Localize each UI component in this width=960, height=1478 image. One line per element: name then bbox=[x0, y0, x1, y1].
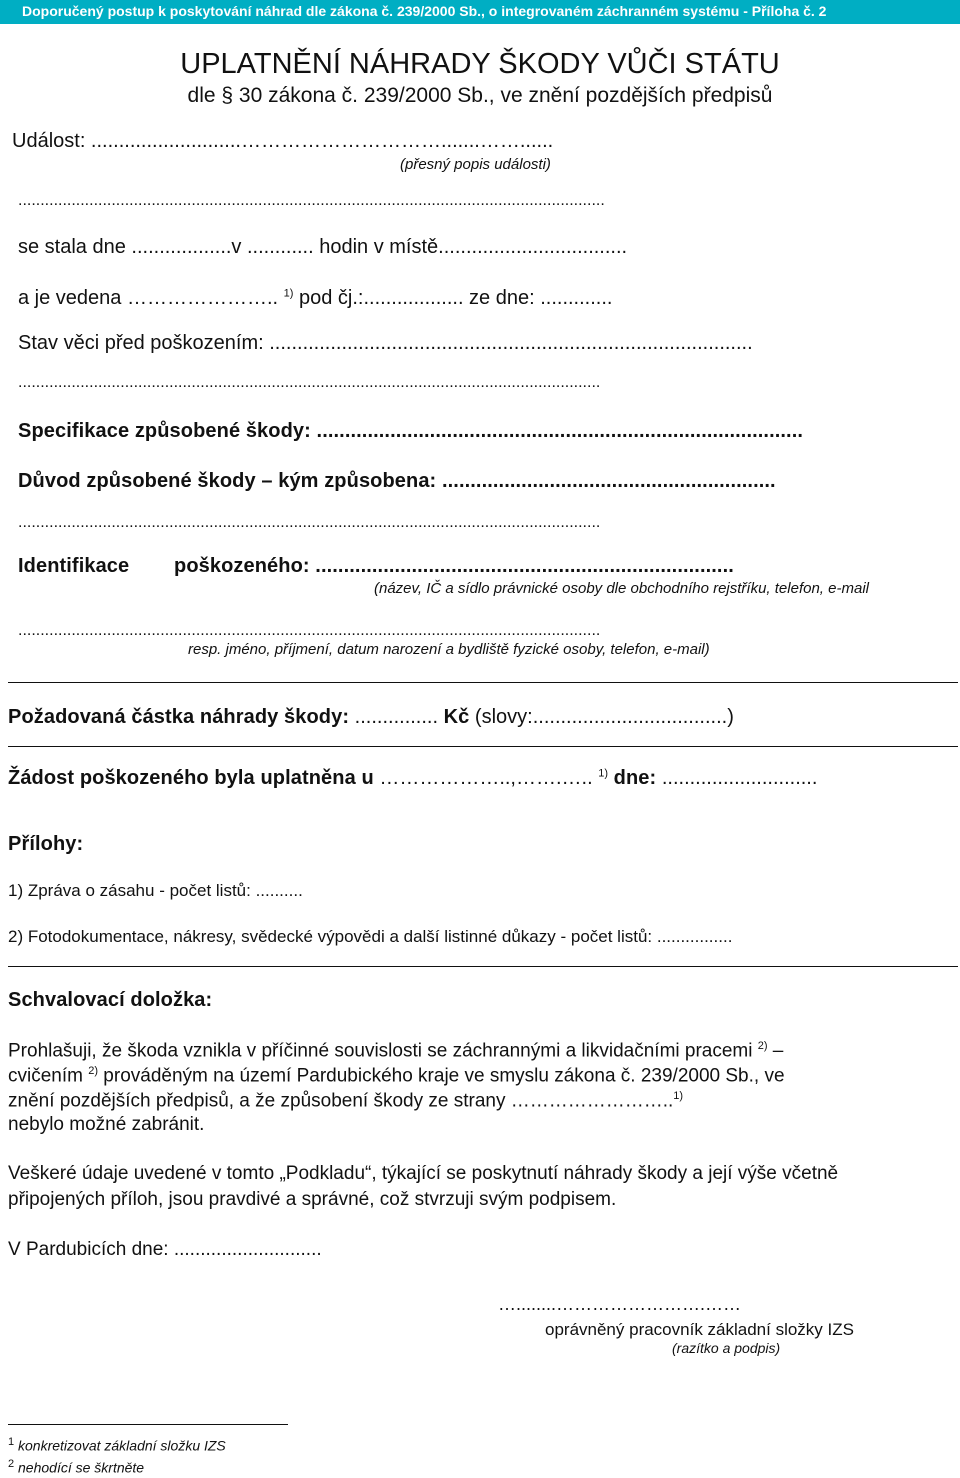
approval-line-2-start: cvičením bbox=[8, 1065, 89, 1087]
footnote-1-text: konkretizovat základní složku IZS bbox=[18, 1437, 226, 1454]
reason-dots[interactable]: ................................................................................................................................... bbox=[18, 514, 601, 531]
approval-line-1-text: Prohlašuji, že škoda vznikla v příčinné souvislosti se záchrannými a likvidačními pracemi bbox=[8, 1040, 758, 1062]
led-rest: pod čj.:.................. ze dne: ............. bbox=[293, 287, 613, 309]
signature-role: oprávněný pracovník základní složky IZS bbox=[545, 1320, 854, 1339]
claim-date-dots: ............................ bbox=[656, 767, 818, 789]
state-field[interactable]: Stav věci před poškozením: ....................................................................................... bbox=[18, 332, 753, 354]
ident-label: Identifikace bbox=[18, 555, 130, 577]
claim-dots: ………………..,…….….. bbox=[373, 767, 599, 789]
footnote-2-text: nehodící se škrtněte bbox=[18, 1459, 145, 1476]
footnote-divider bbox=[8, 1424, 288, 1425]
header-text: Doporučený postup k poskytování náhrad dle zákona č. 239/2000 Sb., o integrovaném záchranném systému - Příloha č. 2 bbox=[22, 3, 827, 19]
place-date-field[interactable]: V Pardubicích dne: ............................ bbox=[8, 1239, 322, 1260]
divider-2 bbox=[8, 746, 958, 747]
event-hint: (přesný popis události) bbox=[400, 156, 551, 173]
attachment-item-1[interactable]: 1) Zpráva o zásahu - počet listů: .......... bbox=[8, 881, 303, 900]
footnote-ref-1b: 1) bbox=[598, 767, 608, 780]
page-subtitle: dle § 30 zákona č. 239/2000 Sb., ve znění pozdějších předpisů bbox=[187, 84, 773, 107]
approval-title: Schvalovací doložka: bbox=[8, 989, 213, 1011]
attachment-item-2[interactable]: 2) Fotodokumentace, nákresy, svědecké výpovědi a další listinné důkazy - počet listů: ................ bbox=[8, 927, 733, 946]
led-field[interactable] bbox=[18, 287, 612, 310]
approval-line-2-text: prováděným na území Pardubického kraje ve smyslu zákona č. 239/2000 Sb., ve bbox=[98, 1065, 785, 1087]
event-field[interactable]: Událost: ...........................………………………….......……...... bbox=[12, 130, 554, 152]
amount-dots: ............... bbox=[349, 706, 444, 728]
approval-line-4: nebylo možné zabránit. bbox=[8, 1114, 205, 1135]
divider-1 bbox=[8, 682, 958, 683]
approval-line-1-dash: – bbox=[767, 1040, 784, 1062]
ident-field[interactable]: poškozeného: .......................................................................... bbox=[174, 555, 734, 577]
spec-field[interactable]: Specifikace způsobené škody: ...................................................................................... bbox=[18, 420, 804, 442]
event-dots[interactable]: .................................................................................................................................... bbox=[18, 192, 605, 209]
ident-hint2: resp. jméno, příjmení, datum narození a bydliště fyzické osoby, telefon, e-mail) bbox=[188, 641, 710, 658]
led-text: a je vedena ………………….. bbox=[18, 287, 284, 309]
claim-date-label: dne: bbox=[608, 767, 657, 789]
footnote-2 bbox=[8, 1458, 144, 1476]
approval-line-2 bbox=[8, 1065, 785, 1087]
divider-3 bbox=[8, 966, 958, 967]
approval-line-3-text: znění pozdějších předpisů, a že způsobení škody ze strany …………………….. bbox=[8, 1090, 674, 1112]
ident-dots[interactable]: ................................................................................................................................... bbox=[18, 622, 601, 639]
declaration-line-1: Veškeré údaje uvedené v tomto „Podkladu“, týkající se poskytnutí náhrady škody a její výše včetně bbox=[8, 1163, 839, 1184]
amount-label: Požadovaná částka náhrady škody: bbox=[8, 706, 350, 728]
amount-words: (slovy:...................................) bbox=[469, 706, 734, 728]
footnote-ref-2b: 2) bbox=[88, 1065, 99, 1077]
footnote-ref-1c: 1) bbox=[673, 1090, 684, 1102]
state-dots[interactable]: ................................................................................................................................... bbox=[18, 374, 601, 391]
footnote-ref-1: 1) bbox=[283, 287, 294, 300]
ident-hint1: (název, IČ a sídlo právnické osoby dle obchodního rejstříku, telefon, e-mail bbox=[374, 580, 869, 597]
signature-field[interactable]: …........…………………….…… bbox=[498, 1294, 742, 1314]
claim-label: Žádost poškozeného byla uplatněna u bbox=[8, 767, 374, 789]
declaration-line-2: připojených příloh, jsou pravdivé a správné, což stvrzuji svým podpisem. bbox=[8, 1189, 617, 1210]
approval-line-3[interactable] bbox=[8, 1090, 683, 1112]
page-title: UPLATNĚNÍ NÁHRADY ŠKODY VŮČI STÁTU bbox=[180, 48, 780, 80]
footnote-1-num: 1 bbox=[8, 1436, 15, 1448]
claim-field[interactable] bbox=[8, 767, 817, 790]
footnote-2-num: 2 bbox=[8, 1458, 15, 1470]
header-bar bbox=[0, 0, 960, 24]
footnote-1 bbox=[8, 1436, 226, 1454]
amount-field[interactable] bbox=[8, 706, 734, 729]
approval-line-1 bbox=[8, 1040, 783, 1062]
signature-hint: (razítko a podpis) bbox=[672, 1340, 781, 1356]
footnote-ref-2: 2) bbox=[757, 1040, 768, 1052]
currency-label: Kč bbox=[443, 706, 470, 728]
reason-field[interactable]: Důvod způsobené škody – kým způsobena: ........................................................... bbox=[18, 470, 776, 492]
occurred-field[interactable]: se stala dne ..................v ............ hodin v místě.................................. bbox=[18, 236, 628, 258]
attachments-title: Přílohy: bbox=[8, 833, 84, 855]
